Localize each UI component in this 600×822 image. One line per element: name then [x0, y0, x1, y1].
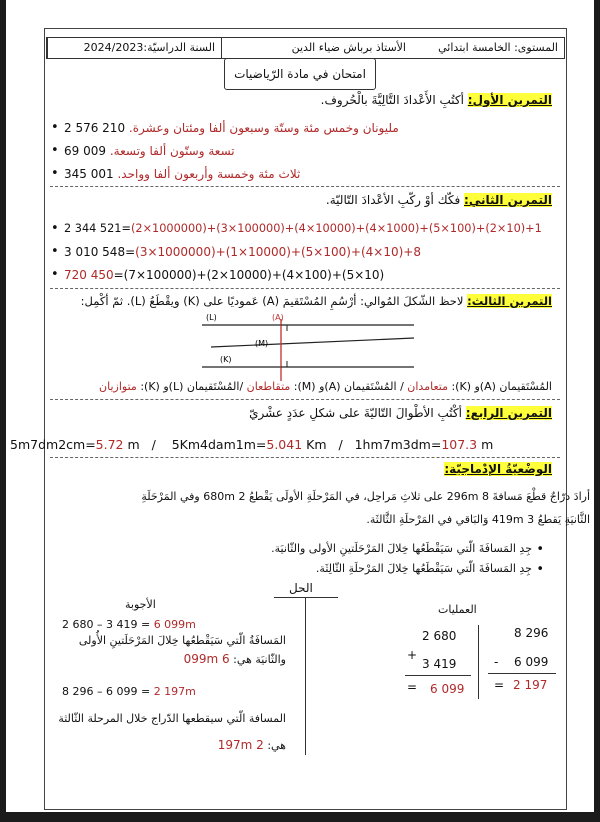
sub-sign: -: [494, 655, 499, 669]
label-K: (K): [220, 355, 232, 364]
ex3-instruction: لاحظ الشّكلَ المُوالي: أرْسُمِ المُسْتَقيمَ (A) عَموديًا على (K) ويقْطَعُ (L). ثمّ أكْمِل:: [80, 294, 464, 308]
ex2-item-1: • 2 344 521=(2×1000000)+(3×100000)+(4×10000)+(4×1000)+(5×100)+(2×10)+1: [64, 222, 542, 235]
question-1: جِدِ المَسافَةَ الّتي سَيَقْطَعُها خِلالَ المَرْحَلَتينِ الأولى والثّانيَة. •: [271, 542, 532, 555]
teacher-cell: الأستاذ برباش ضياء الدين: [221, 38, 412, 58]
ex2-item-2: • 3 010 548=(3×1000000)+(1×10000)+(5×100)+(4×10)+8: [64, 245, 421, 259]
sub-result: 2 197: [513, 678, 548, 692]
divider: [50, 399, 560, 400]
sub-equals: =: [494, 678, 505, 692]
answers-label: الأجوبة: [125, 598, 156, 611]
operations-divider: [478, 625, 479, 699]
add-operand-a: 2 680: [422, 629, 457, 643]
add-operand-b: 3 419: [422, 657, 457, 671]
add-bar: [405, 675, 471, 676]
answer-1-text: المَسافَةُ الّتي سَيَقْطعُها خِلالَ المَرْحَلَتينِ الأُولى: [78, 634, 286, 647]
line-M: [211, 338, 414, 347]
problem-text-2: الثَّانيَةِ يَقطعُ 3 419m وَالبَاقي في المَرْحلَةِ الثَّالثَة.: [366, 513, 590, 526]
sub-operand-b: 6 099: [514, 655, 549, 669]
answer-2-text: المسافة الّتي سيقطعها الدّراج خلال المرحلة الثّالثة: [58, 712, 286, 725]
add-result: 6 099: [430, 682, 465, 696]
ex3-heading: التمرين الثالث:: [467, 294, 552, 308]
worksheet-page: [6, 0, 594, 812]
right-angle-mark: [281, 325, 287, 331]
right-angle-mark: [281, 361, 287, 367]
ex3-sentence: المُسْتَقيمان (A)و (K): متعامدان / المُسْتَقيمان (A)و (M): متقاطعان /المُسْتَقيمان (L)و (K): متوازيان: [99, 380, 552, 393]
exam-title: امتحان في مادة الرّياضيات: [224, 58, 376, 90]
solution-bar: [274, 597, 338, 598]
ex4-instruction: أكْتُبِ الأطْوالَ التّاليّةَ على شكلِ عدَدٍ عشْريّ: [249, 406, 462, 420]
integration-heading: الوضْعيّةُ الإدْماجيّة:: [444, 462, 552, 476]
sub-operand-a: 8 296: [514, 626, 549, 640]
school-year-cell: السنة الدراسيّة:2024/2023: [47, 38, 221, 58]
solution-label: الحل: [289, 581, 313, 595]
ex2-heading: التمرين الثاني:: [464, 193, 552, 207]
ex2-item-3: • 720 450=(7×100000)+(2×10000)+(4×100)+(5×10): [64, 268, 384, 282]
operations-label: العمليات: [438, 603, 477, 616]
ex4-heading: التمرين الرابع:: [465, 406, 552, 420]
ex2-instruction: فكّك أوْ ركّبِ الأعْدادَ التّاليّة.: [325, 193, 461, 207]
answer-2-expression: 8 296 – 6 099 = 2 197m: [62, 685, 196, 698]
label-A: (A): [272, 313, 284, 322]
question-2: جِدِ المَسافَةَ الّتي سَيَقْطَعُها خِلالَ المَرْحلَةِ الثّالِثَة. •: [316, 562, 532, 575]
answer-2-text-2: هي: 2 197m: [217, 738, 286, 752]
answer-1-text-2: والثّانيَة هي: 6 099m: [183, 652, 286, 666]
problem-text-1: أرادَ درّاجٌ قطْعَ مَسافةَ 8 296m على ثلاثِ مَراحِل، في المَرْحلَةِ الأولَى يَقْطعُ 2 680m وفي المَرْحَلَةِ: [141, 490, 590, 503]
answer-1-expression: 2 680 – 3 419 = 6 099m: [62, 618, 196, 631]
ex1-instruction: أكتُبِ الأَعْدادَ التَّالِيَّةَ بالْحُروف.: [320, 93, 464, 107]
level-cell: المستوى: الخامسة ابتدائي: [438, 41, 558, 54]
solution-divider: [305, 597, 306, 755]
integration-heading-line: [444, 462, 552, 476]
ex1-item-1: • 2 576 210 مليونان وخمس مئة وستّة وسبعون ألفا ومئتان وعشرة.: [64, 121, 399, 135]
label-L: (L): [206, 313, 217, 322]
divider: [50, 457, 560, 458]
ex4-answers: 5m7dm2cm=5.72 m / 5Km4dam1m=5.041 Km / 1hm7m3dm=107.3 m: [10, 437, 494, 452]
ex1-item-2: • 69 009 تسعة وستّون ألفا وتسعة.: [64, 144, 235, 158]
ex4-heading-line: [249, 406, 552, 420]
label-M: (M): [255, 339, 269, 348]
add-sign: +: [407, 648, 418, 662]
sub-bar: [488, 673, 556, 674]
ex1-item-3: • 345 001 ثلاث مئة وخمسة وأربعون ألفا وواحد.: [64, 167, 300, 181]
add-equals: =: [407, 680, 418, 694]
ex1-heading: التمرين الأول:: [467, 93, 552, 107]
